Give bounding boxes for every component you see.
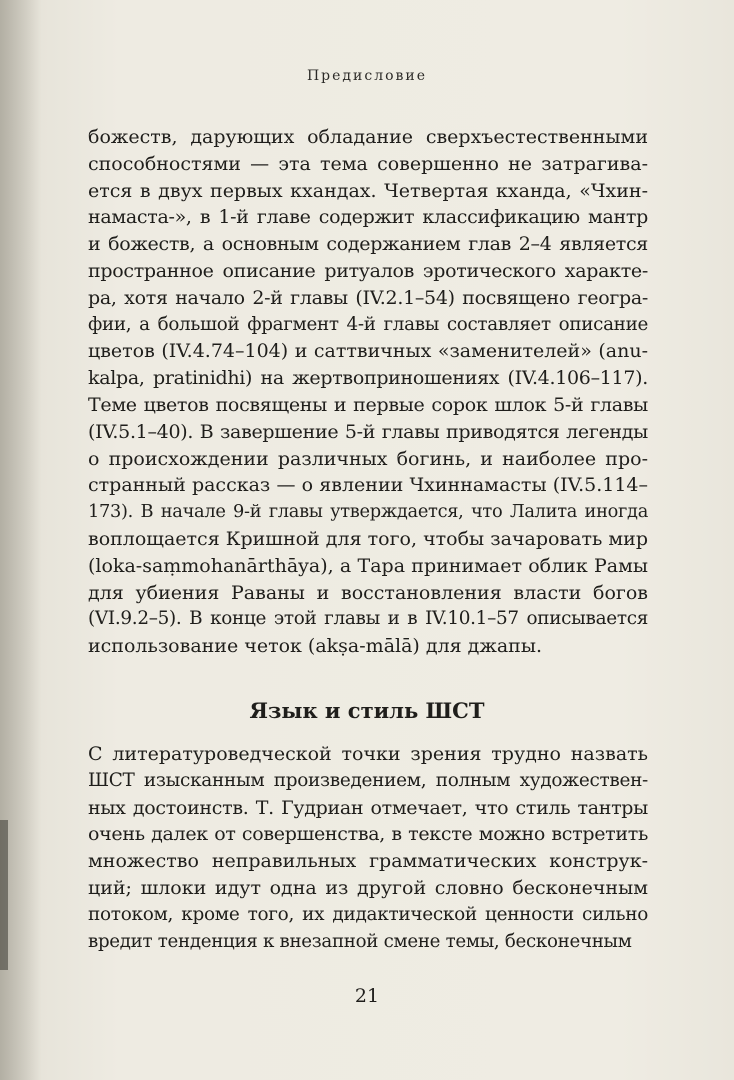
text-line: 173). В начале 9-й главы утверждается, что Лалита иногда (88, 501, 648, 523)
section-heading: Язык и стиль ШСТ (249, 698, 485, 723)
text-line: ных достоинств. Т. Гудриан отмечает, что стиль тантры (88, 796, 648, 819)
paragraph-2 (88, 741, 648, 955)
text-line: для убиения Раваны и восстановления власти богов (88, 581, 648, 604)
text-line: цветов (IV.4.74–104) и саттвичных «заменителей» (anu- (88, 340, 648, 363)
text-line: воплощается Кришной для того, чтобы зачаровать мир (88, 527, 648, 550)
text-line: фии, а большой фрагмент 4-й главы составляет описание (88, 313, 648, 335)
text-line: Теме цветов посвящены и первые сорок шлок 5-й главы (88, 393, 648, 416)
text-line: намаста-», в 1-й главе содержит классификацию мантр (88, 206, 648, 229)
running-head: Предисловие (306, 68, 428, 84)
paragraph-1 (88, 124, 648, 660)
text-line: потоком, кроме того, их дидактической ценности сильно (88, 903, 648, 925)
text-line: странный рассказ — о явлении Чхиннамасты (IV.5.114– (88, 474, 648, 497)
text-line: использование четок (akṣa-mālā) для джапы. (88, 635, 543, 658)
page-number: 21 (354, 985, 380, 1007)
text-line: способностями — эта тема совершенно не затрагива- (88, 152, 648, 175)
text-line: вредит тенденция к внезапной смене темы, бесконечным (88, 930, 632, 952)
text-line: (IV.5.1–40). В завершение 5-й главы приводятся легенды (88, 420, 648, 443)
text-line: kalpa, pratinidhi) на жертвоприношениях (IV.4.106–117). (88, 367, 648, 390)
text-line: пространное описание ритуалов эротического характе- (88, 259, 648, 282)
text-line: (loka-saṃmohanārthāya), а Тара принимает облик Рамы (88, 554, 648, 577)
text-line: и божеств, а основным содержанием глав 2–4 является (88, 233, 648, 256)
text-line: (VI.9.2–5). В конце этой главы и в IV.10.1–57 описывается (88, 608, 648, 630)
text-line: ций; шлоки идут одна из другой словно бесконечным (88, 876, 648, 899)
text-line: С литературоведческой точки зрения трудно назвать (88, 743, 648, 765)
text-line: ШСТ изысканным произведением, полным художествен- (88, 769, 648, 791)
page-edge (0, 820, 8, 970)
text-line: о происхождении различных богинь, и наиболее про- (88, 447, 648, 470)
text-line: божеств, дарующих обладание сверхъестественными (88, 126, 648, 148)
text-line: очень далек от совершенства, в тексте можно встретить (88, 823, 648, 846)
text-line: ра, хотя начало 2-й главы (IV.2.1–54) посвящено геогра- (88, 286, 648, 309)
text-line: ется в двух первых кхандах. Четвертая кханда, «Чхин- (88, 179, 648, 202)
text-line: множество неправильных грамматических конструк- (88, 850, 648, 873)
